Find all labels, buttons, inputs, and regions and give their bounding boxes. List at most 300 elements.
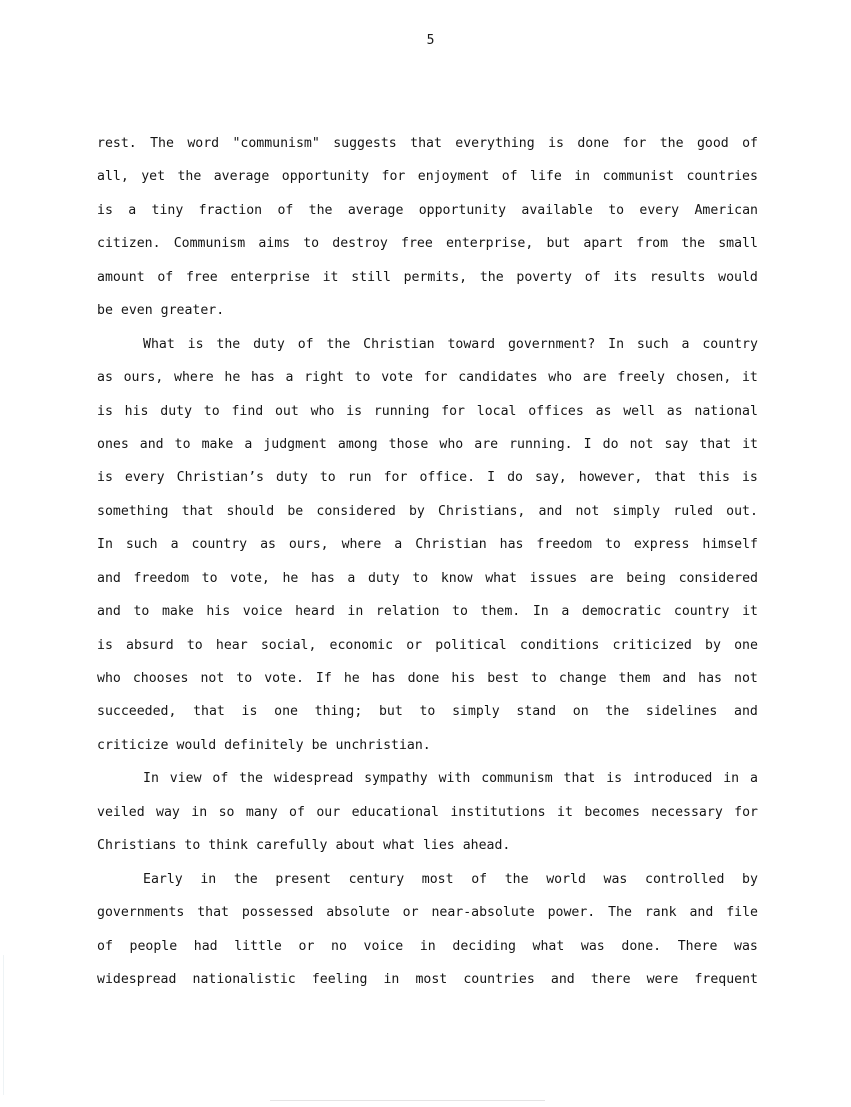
word: in <box>574 169 591 185</box>
word: done <box>407 671 440 686</box>
word: candidates <box>458 370 538 386</box>
word: what <box>383 838 415 854</box>
word: criticized <box>612 637 692 653</box>
word: free <box>185 269 218 285</box>
word: political <box>435 637 507 653</box>
word: ours, <box>288 537 329 553</box>
word: opportunity <box>418 202 507 218</box>
word: one <box>274 704 298 720</box>
word: a <box>285 370 294 386</box>
word: for <box>381 169 406 185</box>
word: well <box>623 403 655 419</box>
word: American <box>694 202 758 218</box>
word: to <box>133 604 150 620</box>
word: economic <box>329 637 394 653</box>
word: ruled <box>673 503 713 519</box>
word: educational <box>351 804 439 820</box>
word: was <box>580 938 605 954</box>
word: world <box>546 871 586 887</box>
word: or <box>298 938 315 954</box>
word: Communism <box>173 236 246 252</box>
word: communism <box>481 771 553 787</box>
word: not <box>200 671 225 686</box>
text-line <box>97 503 758 536</box>
word: all, <box>97 169 129 185</box>
word: widespread <box>273 771 354 787</box>
word: stand <box>516 704 557 720</box>
word: he <box>282 570 299 586</box>
word: is <box>548 136 564 151</box>
word: by <box>705 637 721 653</box>
word: criticize <box>97 737 169 753</box>
word: for <box>383 470 408 486</box>
word: himself <box>702 537 758 553</box>
word: every <box>639 202 680 218</box>
word: would <box>176 737 217 753</box>
word: its <box>613 269 638 285</box>
word: done. <box>621 938 662 954</box>
word: issues <box>529 570 578 586</box>
word: Christian <box>415 537 487 553</box>
word: poverty <box>516 269 572 285</box>
text-line <box>97 703 758 736</box>
word: so <box>218 804 235 820</box>
word: the <box>659 136 684 151</box>
word: in <box>723 771 740 787</box>
word: something <box>97 503 169 519</box>
word: aims <box>258 236 291 252</box>
word: not <box>629 436 654 452</box>
word: being <box>626 570 666 586</box>
word: among <box>337 436 378 452</box>
word: In <box>97 537 113 553</box>
word: frequent <box>694 971 758 987</box>
word: it <box>557 804 573 820</box>
word: and <box>662 671 687 686</box>
word: be <box>287 503 304 519</box>
word: duty <box>367 570 400 586</box>
word: and <box>550 971 575 987</box>
word: If <box>315 671 332 686</box>
word: what <box>532 938 565 954</box>
text-line <box>97 737 758 770</box>
word: is <box>97 202 113 218</box>
word: considered <box>678 570 758 586</box>
word: a <box>170 537 179 553</box>
word: The <box>608 905 632 921</box>
word: to <box>303 236 320 252</box>
word: destroy <box>332 236 388 252</box>
word: our <box>316 804 341 820</box>
word: of <box>212 771 229 787</box>
word: right <box>304 370 344 386</box>
word: to <box>203 403 220 419</box>
word: In <box>608 336 625 352</box>
word: feeling <box>311 971 368 987</box>
word: carefully <box>256 838 328 854</box>
page-number: 5 <box>426 33 435 48</box>
word: from <box>636 236 669 252</box>
word: necessary <box>651 804 723 820</box>
word: apart <box>583 236 624 252</box>
text-line <box>97 436 758 469</box>
word: people <box>129 938 178 954</box>
word: that <box>197 905 229 921</box>
word: is <box>97 637 113 653</box>
word: freedom <box>536 537 592 553</box>
word: country <box>191 537 248 553</box>
word: that <box>654 470 687 486</box>
word: lies <box>422 838 455 854</box>
word: to <box>604 537 621 553</box>
word: unchristian. <box>335 737 431 753</box>
word: those <box>388 436 429 452</box>
word: ones <box>97 436 129 452</box>
word: hear <box>215 637 248 653</box>
word: a <box>681 336 690 352</box>
word: as <box>666 403 683 419</box>
word: absolute <box>326 905 390 921</box>
word: vote. <box>264 671 304 686</box>
word: no <box>331 938 347 954</box>
word: however, <box>578 470 643 486</box>
word: heard <box>295 604 335 620</box>
word: with <box>438 771 471 787</box>
word: good <box>696 136 729 151</box>
word: I <box>583 436 592 452</box>
word: near-absolute <box>431 905 535 921</box>
word: as <box>260 537 276 553</box>
word: and <box>538 503 563 519</box>
text-line <box>97 536 758 569</box>
word: for <box>734 804 758 820</box>
word: century <box>348 871 405 887</box>
word: in <box>419 938 436 954</box>
word: and <box>139 436 164 452</box>
word: I <box>487 470 496 486</box>
word: not <box>734 671 758 686</box>
word: by <box>742 871 758 887</box>
word: the <box>216 336 241 352</box>
word: vote, <box>230 570 270 586</box>
word: by <box>408 503 425 519</box>
word: that <box>410 136 442 151</box>
word: Early <box>143 871 183 887</box>
word: In <box>532 604 549 620</box>
word: or <box>406 637 423 653</box>
text-line <box>97 971 758 1004</box>
word: out <box>274 403 299 419</box>
word: social, <box>260 637 317 653</box>
word: democratic <box>581 604 662 620</box>
word: it <box>742 604 758 620</box>
word: suggests <box>333 136 397 151</box>
word: rest. <box>97 136 137 151</box>
word: amount <box>97 269 145 285</box>
word: even <box>120 303 153 319</box>
word: and <box>689 905 714 921</box>
word: a <box>394 537 403 553</box>
word: the <box>308 202 333 218</box>
word: widespread <box>97 971 177 987</box>
word: way <box>156 804 180 820</box>
word: has <box>310 570 335 586</box>
word: Christian’s <box>176 470 264 486</box>
word: who <box>439 436 464 452</box>
word: deciding <box>452 938 516 954</box>
word: the <box>605 704 630 720</box>
word: in <box>383 971 400 987</box>
word: in <box>191 804 208 820</box>
text-line <box>97 469 758 502</box>
word: chosen, <box>675 370 732 386</box>
word: introduced <box>632 771 713 787</box>
word: relation <box>375 604 440 620</box>
word: simply <box>452 704 500 720</box>
word: this <box>698 470 730 486</box>
word: should <box>226 503 275 519</box>
word: make <box>201 436 234 452</box>
text-line <box>97 871 758 904</box>
word: but <box>378 704 403 720</box>
word: his <box>451 671 476 686</box>
word: where <box>174 370 214 386</box>
word: running. <box>509 436 573 452</box>
word: everything <box>455 136 535 151</box>
word: the <box>233 871 258 887</box>
word: of <box>471 871 488 887</box>
word: done <box>577 136 610 151</box>
word: and <box>97 570 121 586</box>
word: to <box>354 370 371 386</box>
word: office. <box>419 470 476 486</box>
word: about <box>335 838 376 854</box>
word: to <box>186 637 203 653</box>
scan-artifact-line <box>270 1100 545 1101</box>
word: a <box>244 436 253 452</box>
word: to <box>530 671 547 686</box>
word: In <box>143 771 159 787</box>
word: vote <box>381 370 413 386</box>
word: run <box>347 470 372 486</box>
word: his <box>124 403 149 419</box>
word: toward <box>447 336 496 352</box>
word: on <box>572 704 589 720</box>
word: who <box>97 671 121 686</box>
word: opportunity <box>281 169 370 185</box>
paragraph <box>97 871 758 1005</box>
word: it <box>741 370 758 386</box>
word: still <box>351 269 391 285</box>
word: out. <box>726 503 758 519</box>
word: countries <box>463 971 535 987</box>
word: yet <box>141 169 166 185</box>
word: Christian <box>363 336 435 352</box>
word: are <box>582 370 607 386</box>
word: enterprise <box>230 269 310 285</box>
word: were <box>646 971 679 987</box>
word: Christians, <box>438 503 526 519</box>
text-line <box>97 804 758 837</box>
word: the <box>239 771 263 787</box>
word: is <box>606 771 623 787</box>
word: countries <box>686 169 758 185</box>
word: that <box>699 436 732 452</box>
word: freedom <box>133 570 190 586</box>
word: find <box>231 403 264 419</box>
word: the <box>681 236 706 252</box>
word: power. <box>547 905 596 921</box>
word: are <box>474 436 499 452</box>
word: institutions <box>450 804 546 820</box>
word: most <box>415 971 448 987</box>
word: such <box>125 537 158 553</box>
word: average <box>347 202 404 218</box>
word: the <box>326 336 351 352</box>
word: as <box>97 370 113 386</box>
word: and <box>97 604 121 620</box>
word: change <box>558 671 607 686</box>
word: he <box>224 370 241 386</box>
word: a <box>750 771 758 787</box>
word: is <box>346 403 363 419</box>
word: to <box>608 202 625 218</box>
word: What <box>143 336 175 352</box>
word: to <box>419 704 436 720</box>
word: it <box>742 436 758 452</box>
word: that <box>193 704 225 720</box>
word: is <box>241 704 258 720</box>
word: best <box>487 671 519 686</box>
word: chooses <box>132 671 189 686</box>
text-line <box>97 770 758 803</box>
word: has <box>251 370 275 386</box>
word: enjoyment <box>417 169 490 185</box>
word: for <box>441 403 465 419</box>
text-line <box>97 302 758 335</box>
scan-edge-mark <box>3 955 4 1095</box>
word: sidelines <box>645 704 718 720</box>
word: in <box>200 871 217 887</box>
word: file <box>726 905 758 921</box>
word: every <box>124 470 165 486</box>
word: and <box>734 704 758 720</box>
word: permits, <box>403 269 468 285</box>
word: voice <box>242 604 283 620</box>
word: who <box>310 403 335 419</box>
word: what <box>485 570 517 586</box>
word: say <box>664 436 689 452</box>
text-line <box>97 135 758 168</box>
word: his <box>206 604 231 620</box>
word: had <box>193 938 218 954</box>
word: is <box>741 470 758 486</box>
word: to <box>319 470 336 486</box>
text-line <box>97 938 758 971</box>
word: of <box>297 336 314 352</box>
word: offices <box>528 403 584 419</box>
paragraph <box>97 336 758 771</box>
word: country <box>673 604 730 620</box>
word: the <box>177 169 202 185</box>
word: as <box>595 403 612 419</box>
word: one <box>734 637 758 653</box>
word: communist <box>602 169 675 185</box>
word: government? <box>507 336 596 352</box>
word: be <box>311 737 328 753</box>
word: was <box>734 938 758 954</box>
word: not <box>575 503 600 519</box>
word: of <box>97 938 113 954</box>
word: would <box>718 269 758 285</box>
word: that <box>563 771 596 787</box>
word: for <box>423 370 448 386</box>
word: duty <box>160 403 193 419</box>
word: simply <box>612 503 661 519</box>
word: little <box>234 938 282 954</box>
word: tiny <box>151 202 184 218</box>
word: running <box>373 403 430 419</box>
text-line <box>97 637 758 670</box>
word: them <box>618 671 651 686</box>
word: present <box>275 871 331 887</box>
word: Christians <box>97 838 177 854</box>
word: freely <box>617 370 665 386</box>
word: results <box>649 269 706 285</box>
word: ahead. <box>462 838 511 854</box>
word: word <box>187 136 220 151</box>
text-line <box>97 603 758 636</box>
text-line <box>97 369 758 402</box>
word: it <box>322 269 339 285</box>
word: to <box>236 671 253 686</box>
word: has <box>499 537 524 553</box>
word: do <box>602 436 619 452</box>
word: ours, <box>123 370 164 386</box>
paragraph <box>97 770 758 870</box>
word: considered <box>316 503 396 519</box>
word: greater. <box>160 303 225 319</box>
word: There <box>677 938 718 954</box>
word: to <box>452 604 468 620</box>
word: judgment <box>263 436 327 452</box>
word: free <box>401 236 433 252</box>
word: to <box>184 838 201 854</box>
word: express <box>633 537 690 553</box>
word: national <box>694 403 758 419</box>
word: who <box>548 370 573 386</box>
word: was <box>603 871 628 887</box>
word: voice <box>363 938 404 954</box>
word: fraction <box>198 202 263 218</box>
word: absurd <box>126 637 174 653</box>
word: life <box>530 169 562 185</box>
word: that <box>181 503 214 519</box>
text-line <box>97 235 758 268</box>
word: enterprise, <box>445 236 534 252</box>
word: of <box>277 202 294 218</box>
word: a <box>128 202 137 218</box>
word: the <box>479 269 504 285</box>
text-line <box>97 202 758 235</box>
word: local <box>476 403 517 419</box>
word: veiled <box>97 804 145 820</box>
word: be <box>97 303 113 319</box>
word: is <box>187 336 204 352</box>
word: possessed <box>241 905 314 921</box>
word: of <box>584 269 601 285</box>
text-line <box>97 670 758 703</box>
